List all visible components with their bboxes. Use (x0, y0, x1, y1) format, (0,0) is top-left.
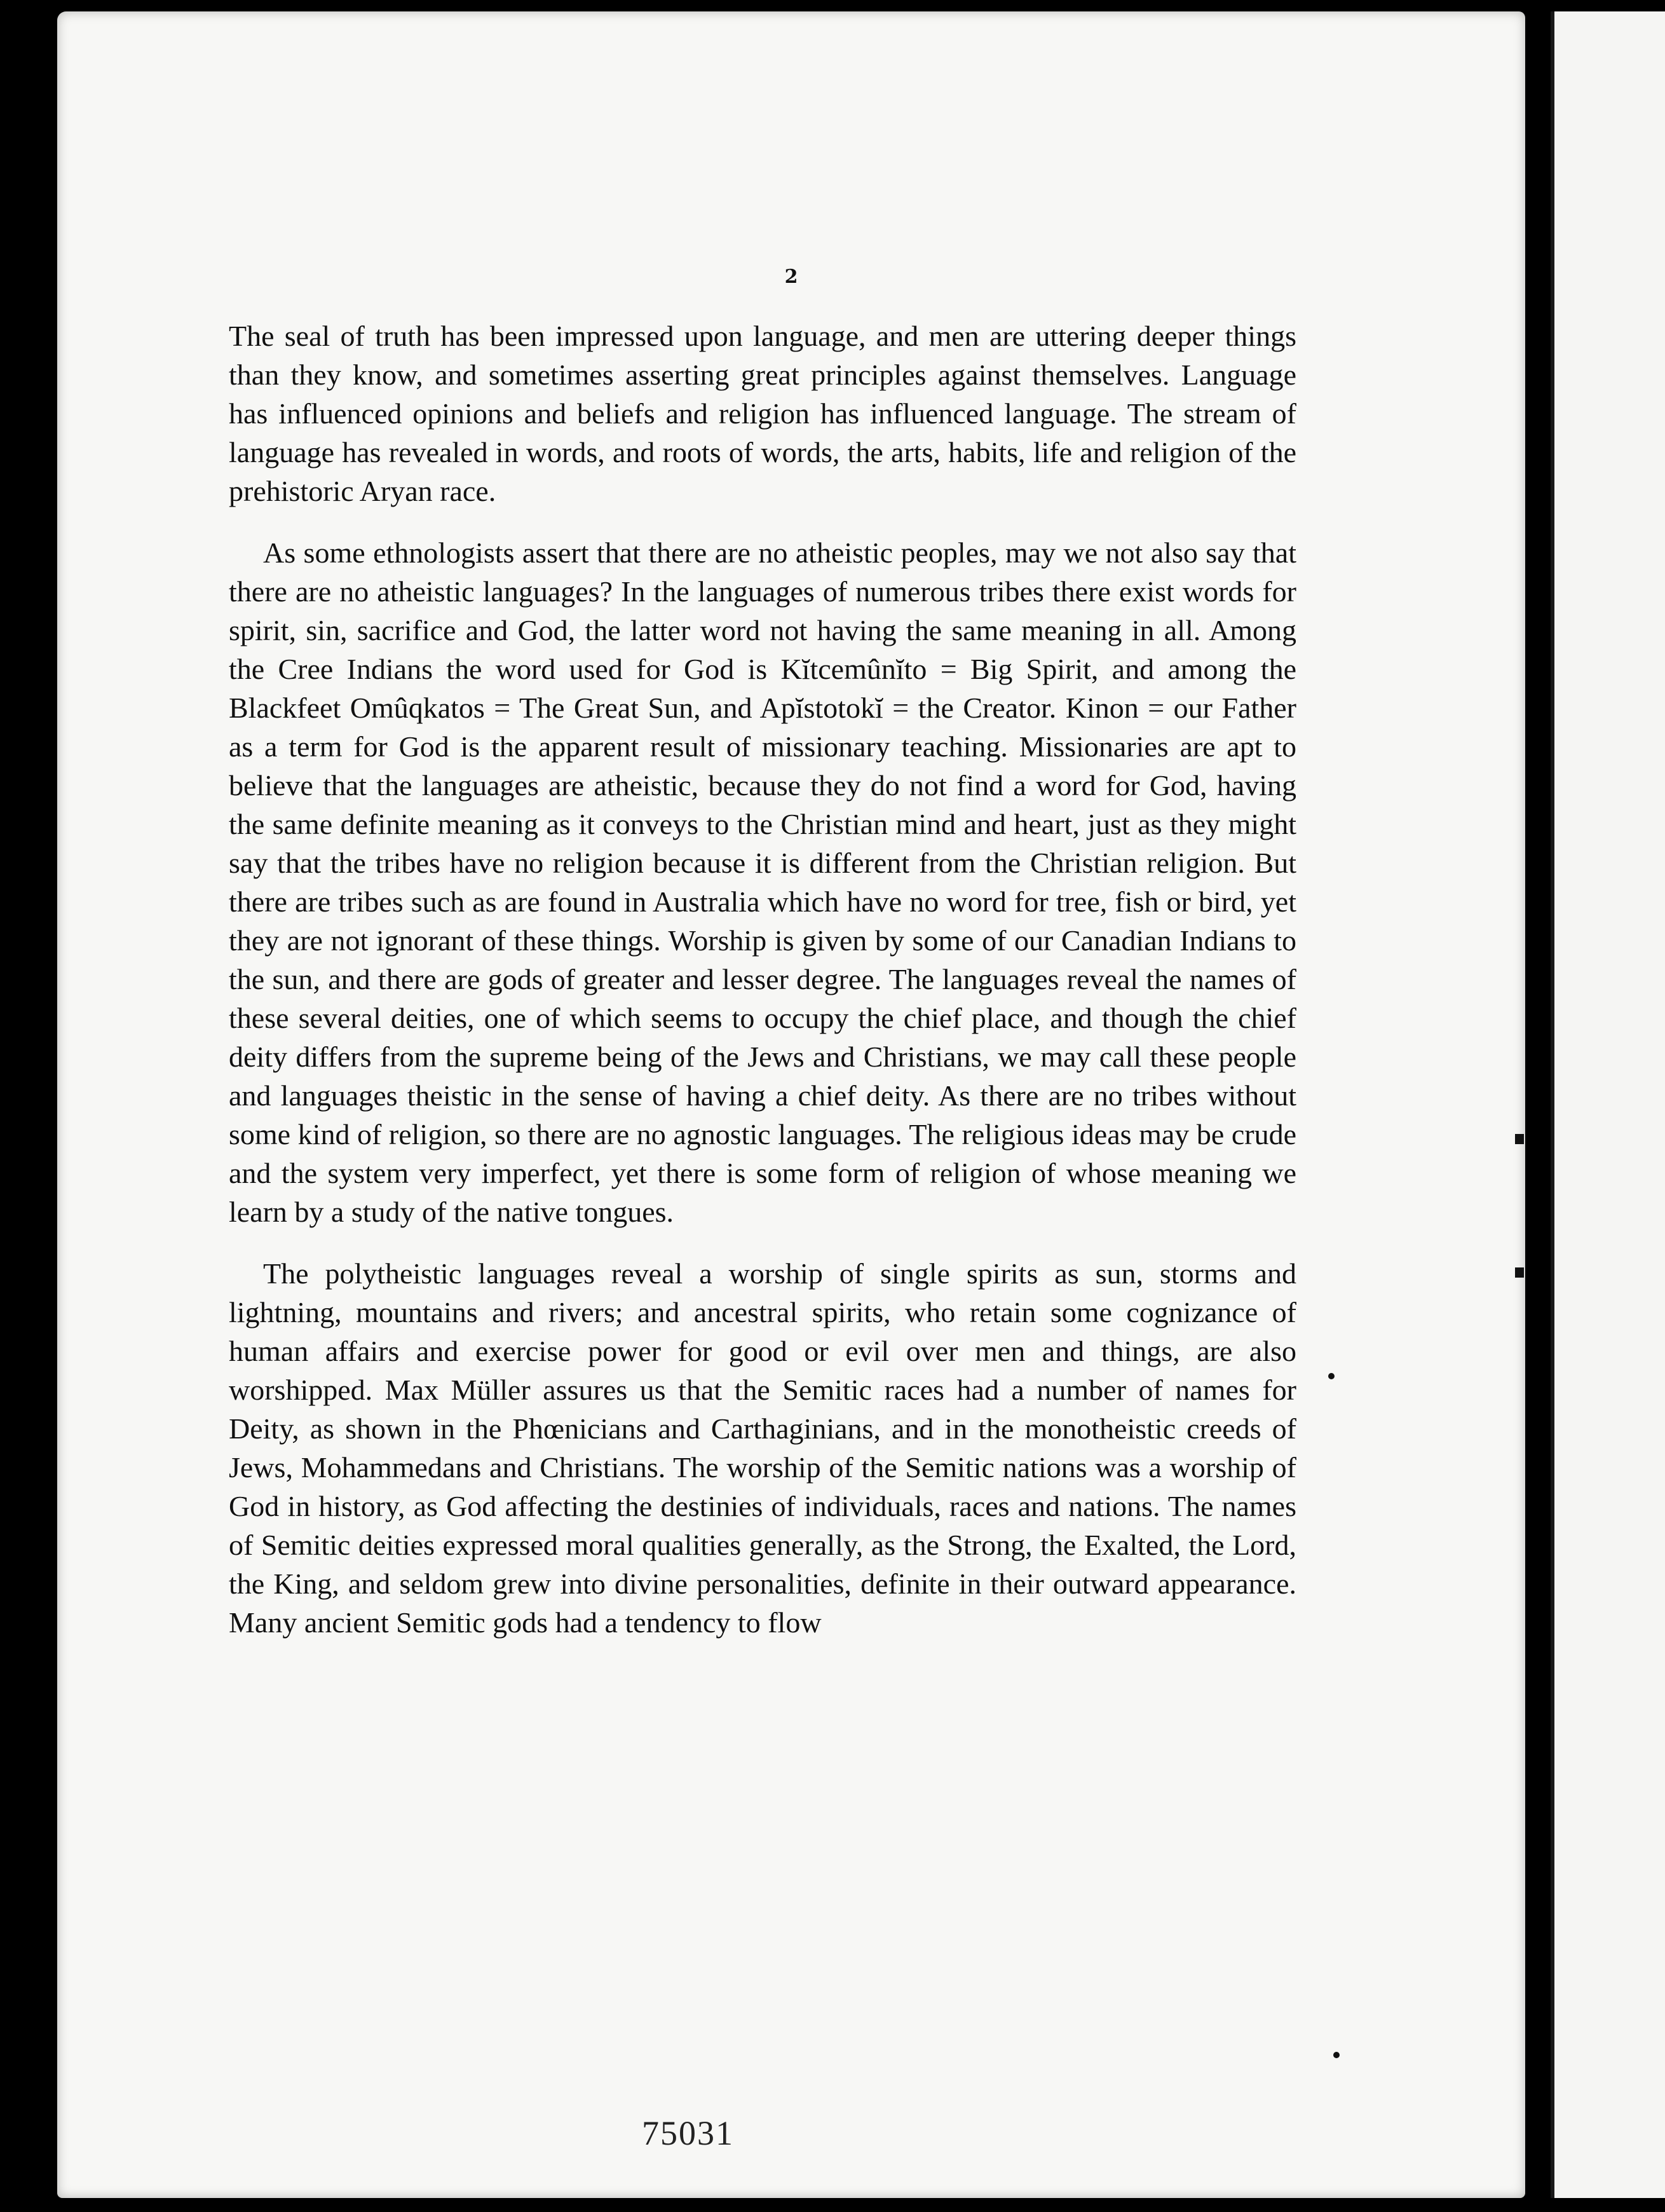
paragraph-2: As some ethnologists assert that there are no atheistic peoples, may we not also say that there are no atheistic languages? In the languages of numerous tribes there exist words for spirit, sin, sacrifice and God, the latter word not having the same meaning in all. Among the Cree Indians the word used for God is Kĭtcemûnĭto = Big Spirit, and among the Blackfeet Omûqkatos = The Great Sun, and Apĭstotokĭ = the Creator. Kinon = our Father as a term for God is the apparent result of missionary teaching. Missionaries are apt to believe that the languages are atheistic, because they do not find a word for God, having the same definite meaning as it conveys to the Christian mind and heart, just as they might say that the tribes have no religion because it is different from the Christian religion. But there are tribes such as are found in Australia which have no word for tree, fish or bird, yet they are not ignorant of these things. Worship is given by some of our Canadian Indians to the sun, and there are gods of greater and lesser degree. The languages reveal the names of these several deities, one of which seems to occupy the chief place, and though the chief deity differs from the supreme being of the Jews and Christians, we may call these people and languages theistic in the sense of having a chief deity. As there are no tribes without some kind of religion, so there are no agnostic languages. The religious ideas may be crude and the system very imperfect, yet there is some form of religion of whose meaning we learn by a study of the native tongues. (229, 536, 1296, 1228)
paragraph-1: The seal of truth has been impressed upon language, and men are uttering deeper things than they know, and sometimes asserting great principles against themselves. Language has influenced opinions and beliefs and religion has influenced language. The stream of language has revealed in words, and roots of words, the arts, habits, life and religion of the prehistoric Aryan race. (229, 320, 1296, 507)
next-page-edge (1551, 11, 1665, 2198)
body-text (229, 317, 1296, 1665)
page-number: 2 (784, 266, 798, 288)
speck-mark (1328, 1373, 1335, 1379)
spine-mark (1515, 1134, 1524, 1144)
spine-mark (1515, 1267, 1524, 1278)
speck-mark (1333, 2052, 1340, 2058)
paragraph-3: The polytheistic languages reveal a worship of single spirits as sun, storms and lightning, mountains and rivers; and ancestral spirits, who retain some cognizance of human affairs and exercise power for good or evil over men and things, are also worshipped. Max Müller assures us that the Semitic races had a number of names for Deity, as shown in the Phœnicians and Carthaginians, and in the monotheistic creeds of Jews, Mohammedans and Christians. The worship of the Semitic nations was a worship of God in history, as God affecting the destinies of individuals, races and nations. The names of Semitic deities expressed moral qualities generally, as the Strong, the Exalted, the Lord, the King, and seldom grew into divine personalities, definite in their outward appearance. Many ancient Semitic gods had a tendency to flow (229, 1257, 1296, 1639)
archive-number: 75031 (642, 2114, 734, 2152)
